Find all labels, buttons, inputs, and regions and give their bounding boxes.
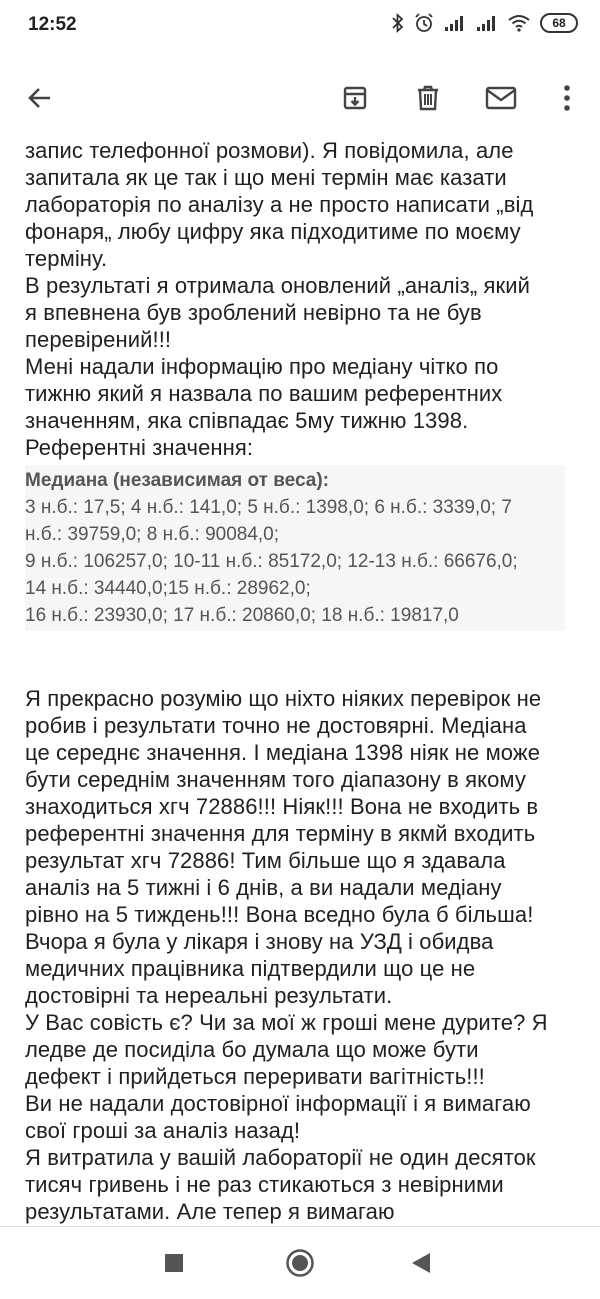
back-triangle-icon — [410, 1251, 432, 1275]
recent-apps-square-icon — [164, 1253, 184, 1273]
more-options-button[interactable] — [545, 76, 589, 120]
home-button[interactable] — [276, 1239, 324, 1287]
body-line: запитала як це так і що мені термін має казати — [25, 165, 507, 190]
more-vert-icon — [562, 84, 572, 112]
body-line: фонаря„ любу цифру яка підходитиме по моєму — [25, 219, 521, 244]
body-line: результатами. Але тепер я вимагаю — [25, 1199, 395, 1224]
body-line: перевірений!!! — [25, 327, 172, 352]
reference-values-title: Медиана (независимая от веса): — [25, 470, 329, 491]
body-line: Вчора я була у лікаря і знову на УЗД і обидва — [25, 929, 494, 954]
reference-value-line: 16 н.б.: 23930,0; 17 н.б.: 20860,0; 18 н.б.: 19817,0 — [25, 605, 459, 626]
body-line: Я прекрасно розумію що ніхто ніяких перевірок не — [25, 686, 542, 711]
body-line: ледве де посиділа бо думала що може бути — [25, 1037, 479, 1062]
signal-icon — [476, 14, 498, 32]
body-line: я впевнена був зроблений невірно та не був — [25, 300, 482, 325]
reference-value-line: 9 н.б.: 106257,0; 10-11 н.б.: 85172,0; 12-13 н.б.: 66676,0; — [25, 551, 518, 572]
delete-button[interactable] — [406, 76, 450, 120]
mark-unread-button[interactable] — [479, 76, 523, 120]
body-line: Я витратила у вашій лабораторії не один десяток — [25, 1145, 536, 1170]
recent-apps-button[interactable] — [150, 1239, 198, 1287]
body-line: тисяч гривень і не раз стикаються з невірними — [25, 1172, 504, 1197]
body-line: достовірні та нереальні результати. — [25, 983, 393, 1008]
signal-icon — [444, 14, 466, 32]
email-body — [0, 137, 600, 1225]
body-line: це середнє значення. І медіана 1398 ніяк не може — [25, 740, 541, 765]
body-line: результат хгч 72886! Тим більше що я здавала — [25, 848, 506, 873]
reference-value-line: 14 н.б.: 34440,0;15 н.б.: 28962,0; — [25, 578, 311, 599]
body-line: Референтні значення: — [25, 435, 254, 460]
bluetooth-icon — [392, 13, 404, 33]
alarm-icon — [414, 13, 434, 33]
email-paragraph-a — [25, 137, 590, 461]
body-line: лабораторія по аналізу а не просто написати „від — [25, 192, 534, 217]
body-line: тижню який я назвала по вашим референтних — [25, 381, 503, 406]
body-line: У Вас совість є? Чи за мої ж гроші мене дурите? Я — [25, 1010, 548, 1035]
system-navigation-bar — [0, 1227, 600, 1299]
body-line: В результаті я отримала оновлений „аналіз„ який — [25, 273, 531, 298]
archive-icon — [341, 84, 369, 112]
back-arrow-icon — [26, 84, 54, 112]
body-line: бути середнім значенням того діапазону в якому — [25, 767, 527, 792]
body-line: запис телефонної розмови). Я повідомила, але — [25, 138, 514, 163]
body-line: Мені надали інформацію про медіану чітко по — [25, 354, 499, 379]
archive-button[interactable] — [333, 76, 377, 120]
body-line: аналіз на 5 тижні і 6 днів, а ви надали медіану — [25, 875, 502, 900]
wifi-icon — [508, 14, 530, 32]
reference-values-block — [25, 465, 565, 631]
email-paragraph-b — [25, 685, 590, 1252]
body-line: значенням, яка співпадає 5му тижню 1398. — [25, 408, 469, 433]
body-line: робив і результати точно не достовярні. Медіана — [25, 713, 527, 738]
body-line: знаходиться хгч 72886!!! Ніяк!!! Вона не входить в — [25, 794, 539, 819]
mark-unread-icon — [485, 84, 517, 112]
body-line: дефект і прийдеться переривати вагітність!!! — [25, 1064, 485, 1089]
body-line: рівно на 5 тиждень!!! Вона вседно була б більша! — [25, 902, 534, 927]
system-back-button[interactable] — [397, 1239, 445, 1287]
body-line: Ви не надали достовірної інформації і я вимагаю — [25, 1091, 531, 1116]
body-line: медичних працівника підтвердили що це не — [25, 956, 476, 981]
back-button[interactable] — [18, 76, 62, 120]
status-bar — [0, 0, 600, 50]
reference-value-line: н.б.: 39759,0; 8 н.б.: 90084,0; — [25, 524, 280, 545]
body-line: терміну. — [25, 246, 108, 271]
body-line: референтні значення для терміну в якмй входить — [25, 821, 536, 846]
body-line: свої гроші за аналіз назад! — [25, 1118, 301, 1143]
home-circle-icon — [285, 1248, 315, 1278]
delete-icon — [414, 84, 442, 112]
paragraph-gap — [25, 631, 590, 685]
reference-value-line: 3 н.б.: 17,5; 4 н.б.: 141,0; 5 н.б.: 1398,0; 6 н.б.: 3339,0; 7 — [25, 497, 512, 518]
battery-icon: 68 — [540, 13, 578, 33]
email-toolbar — [0, 50, 600, 145]
status-time: 12:52 — [28, 14, 77, 35]
status-icons — [392, 13, 578, 33]
